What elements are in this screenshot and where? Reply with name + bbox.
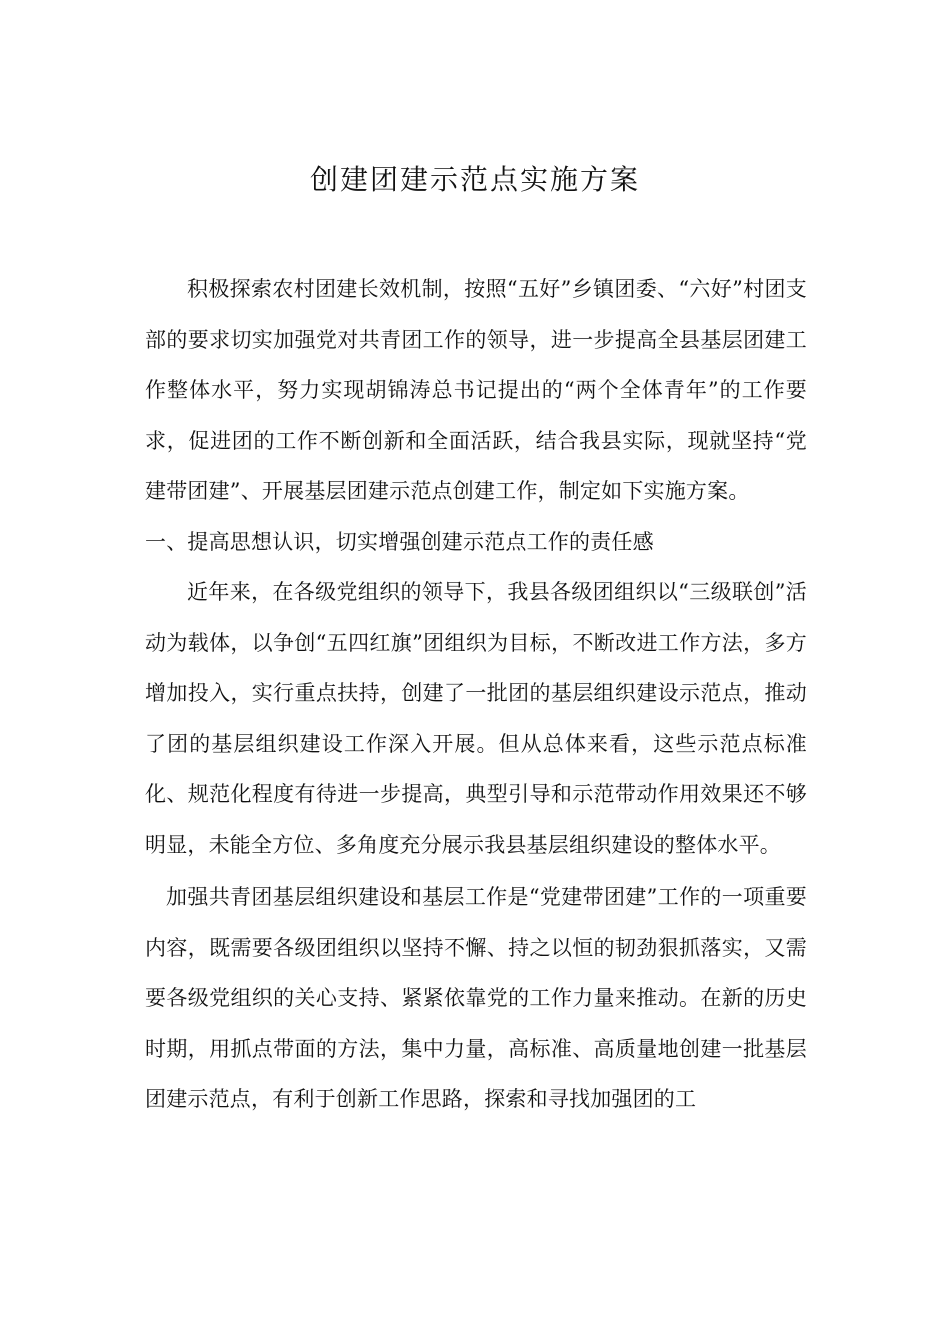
document-title: 创建团建示范点实施方案	[309, 163, 640, 196]
section-heading-1: 一、提高思想认识，切实增强创建示范点工作的责任感	[145, 529, 654, 554]
paragraph-strengthen: 加强共青团基层组织建设和基层工作是“党建带团建”工作的一项重要内容，既需要各级团组织以坚持不懈、持之以恒的韧劲狠抓落实，又需要各级党组织的关心支持、紧紧依靠党的工作力量来推动。在新的历史时期，用抓点带面的方法，集中力量，高标准、高质量地创建一批基层团建示范点，有利于创新工作思路，探索和寻找加强团的工	[145, 885, 807, 1111]
paragraph-intro: 积极探索农村团建长效机制，按照“五好”乡镇团委、“六好”村团支部的要求切实加强党对共青团工作的领导，进一步提高全县基层团建工作整体水平，努力实现胡锦涛总书记提出的“两个全体青年”的工作要求，促进团的工作不断创新和全面活跃，结合我县实际，现就坚持“党建带团建”、开展基层团建示范点创建工作，制定如下实施方案。	[145, 277, 807, 503]
document-body	[145, 264, 807, 1125]
paragraph-recent-years: 近年来，在各级党组织的领导下，我县各级团组织以“三级联创”活动为载体，以争创“五四红旗”团组织为目标，不断改进工作方法，多方增加投入，实行重点扶持，创建了一批团的基层组织建设示范点，推动了团的基层组织建设工作深入开展。但从总体来看，这些示范点标准化、规范化程度有待进一步提高，典型引导和示范带动作用效果还不够明显，未能全方位、多角度充分展示我县基层组织建设的整体水平。	[145, 580, 807, 857]
